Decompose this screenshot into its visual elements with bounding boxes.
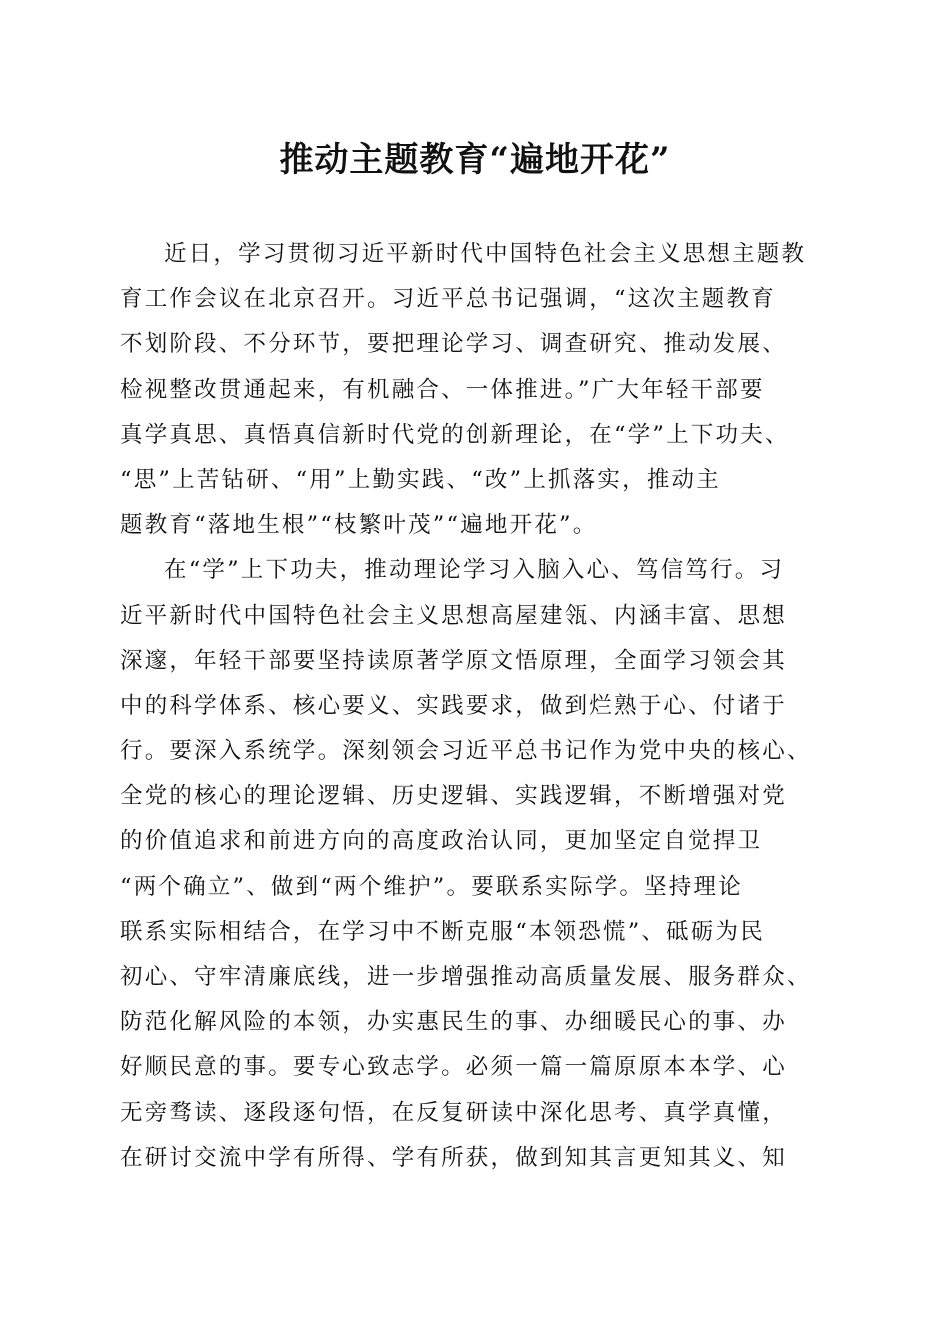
paragraph-2 — [120, 548, 830, 1181]
text-line: 深邃，年轻干部要坚持读原著学原文悟原理，全面学习领会其 — [120, 647, 787, 674]
text-line: “两个确立”、做到“两个维护”。要联系实际学。坚持理论 — [120, 873, 743, 900]
text-line: 不划阶段、不分环节，要把理论学习、调查研究、推动发展、 — [120, 331, 787, 358]
text-line: 检视整改贯通起来，有机融合、一体推进。”广大年轻干部要 — [120, 376, 765, 403]
text-line: 行。要深入系统学。深刻领会习近平总书记作为党中央的核心、 — [120, 738, 812, 765]
text-line: 近平新时代中国特色社会主义思想高屋建瓴、内涵丰富、思想 — [120, 602, 787, 629]
text-line: 无旁骛读、逐段逐句悟，在反复研读中深化思考、真学真懂， — [120, 1099, 787, 1126]
text-line: 初心、守牢清廉底线，进一步增强推动高质量发展、服务群众、 — [120, 964, 812, 990]
text-line: 防范化解风险的本领，办实惠民生的事、办细暖民心的事、办 — [120, 1009, 787, 1036]
text-line: 在“学”上下功夫，推动理论学习入脑入心、笃信笃行。习 — [164, 557, 785, 584]
text-line: 在研讨交流中学有所得、学有所获，做到知其言更知其义、知 — [120, 1144, 787, 1171]
page-title: 推动主题教育“遍地开花” — [279, 140, 671, 180]
text-line: 中的科学体系、核心要义、实践要求，做到烂熟于心、付诸于 — [120, 692, 787, 719]
text-line: 的价值追求和前进方向的高度政治认同，更加坚定自觉捍卫 — [120, 828, 763, 855]
text-line: 题教育“落地生根”“枝繁叶茂”“遍地开花”。 — [120, 512, 598, 539]
text-line: 好顺民意的事。要专心致志学。必须一篇一篇原原本本学、心 — [120, 1054, 787, 1081]
text-line: 真学真思、真悟真信新时代党的创新理论，在“学”上下功夫、 — [120, 421, 790, 448]
text-line: 联系实际相结合，在学习中不断克服“本领恐慌”、砥砺为民 — [120, 918, 765, 945]
text-line: “思”上苦钻研、“用”上勤实践、“改”上抓落实，推动主 — [120, 466, 721, 493]
text-line: 育工作会议在北京召开。习近平总书记强调，“这次主题教育 — [120, 286, 776, 313]
paragraph-1 — [120, 232, 830, 548]
document-body — [120, 232, 830, 1181]
text-line: 全党的核心的理论逻辑、历史逻辑、实践逻辑，不断增强对党 — [120, 783, 787, 810]
text-line: 近日，学习贯彻习近平新时代中国特色社会主义思想主题教 — [164, 241, 807, 267]
